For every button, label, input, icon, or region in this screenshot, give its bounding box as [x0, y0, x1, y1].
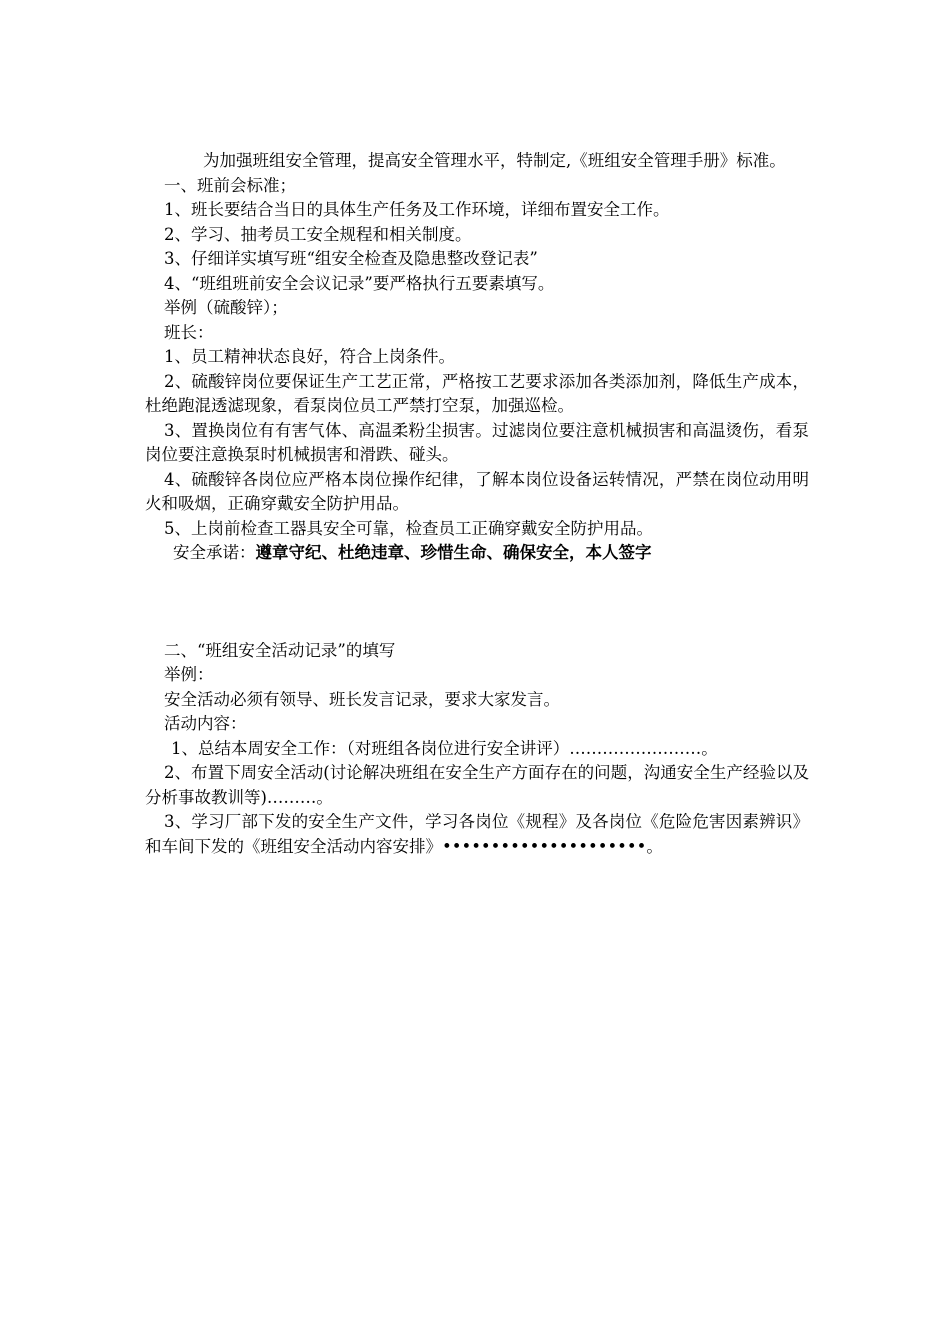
pledge-text: 遵章守纪、杜绝违章、珍惜生命、确保安全，本人签字: [255, 543, 652, 562]
section2-item: 2、布置下周安全活动(讨论解决班组在安全生产方面存在的问题，沟通安全生产经验以及分析事故教训等)………。: [145, 763, 809, 807]
section2-content-label: 活动内容：: [164, 714, 247, 733]
leader-item: 4、硫酸锌各岗位应严格本岗位操作纪律，了解本岗位设备运转情况，严禁在岗位动用明火和吸烟，正确穿戴安全防护用品。: [145, 469, 809, 513]
section2-heading: 二、“班组安全活动记录”的填写: [164, 640, 396, 660]
leader-item: 2、硫酸锌岗位要保证生产工艺正常，严格按工艺要求添加各类添加剂，降低生产成本，杜绝跑混透滤现象，看泵岗位员工严禁打空泵，加强巡检。: [145, 371, 809, 415]
intro-paragraph: 为加强班组安全管理，提高安全管理水平，特制定,《班组安全管理手册》标准。: [203, 151, 786, 170]
leader-item: 5、上岗前检查工器具安全可靠，检查员工正确穿戴安全防护用品。: [164, 518, 653, 538]
section1-item: 2、学习、抽考员工安全规程和相关制度。: [164, 224, 472, 244]
section2-example-label: 举例：: [164, 665, 214, 684]
pledge-label: 安全承诺：: [173, 543, 256, 562]
leader-item: 3、置换岗位有有害气体、高温柔粉尘损害。过滤岗位要注意机械损害和高温烫伤，看泵岗位要注意换泵时机械损害和滑跌、碰头。: [145, 420, 809, 464]
example-label: 举例（硫酸锌）；: [164, 298, 288, 317]
section1-item: 1、班长要结合当日的具体生产任务及工作环境，详细布置安全工作。: [164, 200, 670, 219]
section2-requirement: 安全活动必须有领导、班长发言记录，要求大家发言。: [164, 689, 560, 709]
spacer: [145, 566, 809, 639]
document-body: [145, 149, 809, 859]
section1-item: 4、“班组班前安全会议记录”要严格执行五要素填写。: [164, 273, 555, 293]
safety-pledge: [145, 541, 809, 566]
leader-label: 班长：: [164, 322, 214, 342]
leader-item: 1、员工精神状态良好，符合上岗条件。: [164, 347, 455, 366]
section2-item: 1、总结本周安全工作：（对班组各岗位进行安全讲评）……………………。: [171, 738, 718, 758]
section1-item: 3、仔细详实填写班“组安全检查及隐患整改登记表”: [164, 249, 538, 268]
section2-item: 3、学习厂部下发的安全生产文件，学习各岗位《规程》及各岗位《危险危害因素辨识》和车间下发的《班组安全活动内容安排》•••••••••••••••••••••。: [145, 812, 809, 856]
section1-heading: 一、班前会标准；: [164, 175, 296, 195]
